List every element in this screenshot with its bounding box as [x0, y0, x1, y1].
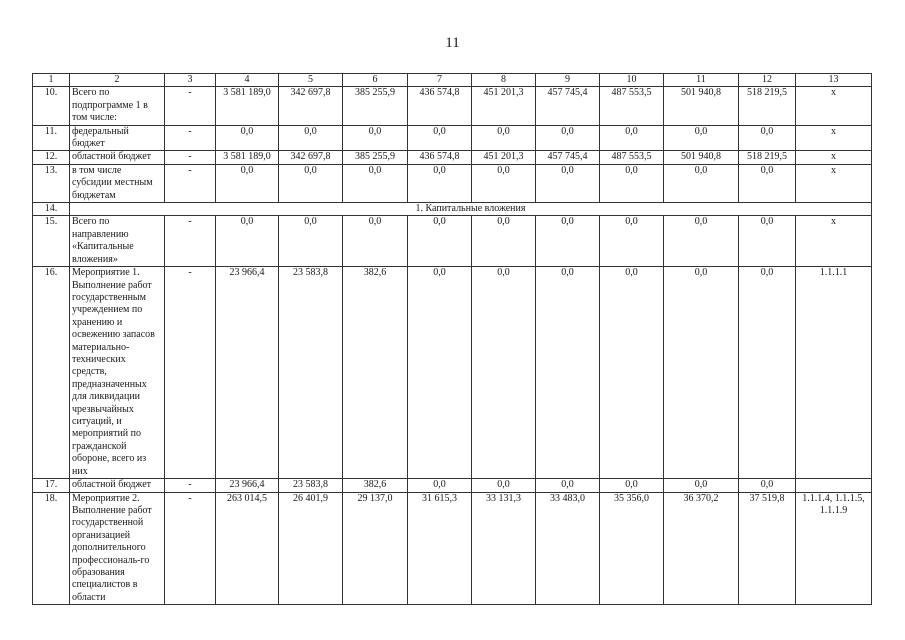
header-cell: 10 — [600, 74, 664, 87]
table-row — [33, 87, 872, 125]
value-cell: 0,0 — [600, 479, 664, 492]
row-number-cell: 16. — [33, 267, 70, 479]
indicator-code-cell: х — [796, 151, 872, 164]
value-cell: 0,0 — [472, 479, 536, 492]
value-cell: 0,0 — [739, 125, 796, 151]
value-cell: 36 370,2 — [664, 492, 739, 605]
value-cell: 0,0 — [343, 164, 408, 202]
budget-table — [32, 73, 872, 605]
value-cell: 342 697,8 — [279, 87, 343, 125]
row-number-cell: 13. — [33, 164, 70, 202]
value-cell: 0,0 — [279, 125, 343, 151]
row-name-cell: областной бюджет — [70, 479, 165, 492]
value-cell: 385 255,9 — [343, 151, 408, 164]
value-cell: 0,0 — [536, 267, 600, 479]
table-row — [33, 492, 872, 605]
value-cell: 451 201,3 — [472, 87, 536, 125]
value-cell: 0,0 — [408, 479, 472, 492]
header-cell: 8 — [472, 74, 536, 87]
value-cell: 501 940,8 — [664, 151, 739, 164]
value-cell: 0,0 — [536, 164, 600, 202]
value-cell: 0,0 — [600, 164, 664, 202]
row-name-cell: Мероприятие 2. Выполнение работ государственной организацией дополнительного профессиональ-го образования специалистов в области — [70, 492, 165, 605]
indicator-code-cell: 1.1.1.1 — [796, 267, 872, 479]
table-row — [33, 479, 872, 492]
indicator-code-cell — [796, 479, 872, 492]
header-row — [33, 74, 872, 87]
value-cell: 0,0 — [739, 267, 796, 479]
row-number-cell: 17. — [33, 479, 70, 492]
value-cell: 382,6 — [343, 479, 408, 492]
indicator-code-cell: х — [796, 87, 872, 125]
value-cell: 0,0 — [216, 125, 279, 151]
value-cell: 436 574,8 — [408, 151, 472, 164]
header-cell: 3 — [165, 74, 216, 87]
value-cell: 0,0 — [664, 216, 739, 267]
column-3-cell: - — [165, 492, 216, 605]
page-number: 11 — [445, 35, 460, 51]
table-row — [33, 151, 872, 164]
value-cell: 35 356,0 — [600, 492, 664, 605]
table-row — [33, 267, 872, 479]
header-cell: 1 — [33, 74, 70, 87]
value-cell: 457 745,4 — [536, 151, 600, 164]
table-row — [33, 125, 872, 151]
section-title-cell: 1. Капитальные вложения — [70, 203, 872, 216]
row-name-cell: Всего по направлению «Капитальные вложения» — [70, 216, 165, 267]
value-cell: 31 615,3 — [408, 492, 472, 605]
row-number-cell: 15. — [33, 216, 70, 267]
value-cell: 29 137,0 — [343, 492, 408, 605]
value-cell: 33 131,3 — [472, 492, 536, 605]
value-cell: 23 583,8 — [279, 267, 343, 479]
column-3-cell: - — [165, 216, 216, 267]
value-cell: 0,0 — [600, 125, 664, 151]
row-number-cell: 12. — [33, 151, 70, 164]
value-cell: 487 553,5 — [600, 87, 664, 125]
column-3-cell: - — [165, 164, 216, 202]
column-3-cell: - — [165, 267, 216, 479]
value-cell: 342 697,8 — [279, 151, 343, 164]
row-name-cell: Мероприятие 1. Выполнение работ государственным учреждением по хранению и освежению запасов материально-технических средств, предназначенных для ликвидации чрезвычайных ситуаций, и мероприятий по гражданской обороне, всего из них — [70, 267, 165, 479]
value-cell: 0,0 — [216, 164, 279, 202]
value-cell: 0,0 — [536, 216, 600, 267]
value-cell: 23 583,8 — [279, 479, 343, 492]
value-cell: 518 219,5 — [739, 87, 796, 125]
value-cell: 0,0 — [472, 216, 536, 267]
value-cell: 0,0 — [664, 125, 739, 151]
value-cell: 487 553,5 — [600, 151, 664, 164]
value-cell: 518 219,5 — [739, 151, 796, 164]
row-number-cell: 10. — [33, 87, 70, 125]
value-cell: 0,0 — [664, 479, 739, 492]
header-cell: 13 — [796, 74, 872, 87]
value-cell: 382,6 — [343, 267, 408, 479]
header-cell: 12 — [739, 74, 796, 87]
value-cell: 0,0 — [472, 267, 536, 479]
value-cell: 0,0 — [536, 479, 600, 492]
value-cell: 0,0 — [739, 164, 796, 202]
value-cell: 0,0 — [279, 216, 343, 267]
value-cell: 0,0 — [472, 164, 536, 202]
value-cell: 501 940,8 — [664, 87, 739, 125]
value-cell: 23 966,4 — [216, 267, 279, 479]
value-cell: 0,0 — [600, 267, 664, 479]
value-cell: 0,0 — [408, 164, 472, 202]
value-cell: 33 483,0 — [536, 492, 600, 605]
column-3-cell: - — [165, 479, 216, 492]
value-cell: 0,0 — [739, 479, 796, 492]
value-cell: 451 201,3 — [472, 151, 536, 164]
value-cell: 0,0 — [536, 125, 600, 151]
indicator-code-cell: х — [796, 125, 872, 151]
value-cell: 0,0 — [739, 216, 796, 267]
value-cell: 0,0 — [279, 164, 343, 202]
indicator-code-cell: 1.1.1.4, 1.1.1.5, 1.1.1.9 — [796, 492, 872, 605]
value-cell: 3 581 189,0 — [216, 87, 279, 125]
section-row — [33, 203, 872, 216]
header-cell: 5 — [279, 74, 343, 87]
row-name-cell: областной бюджет — [70, 151, 165, 164]
value-cell: 0,0 — [343, 216, 408, 267]
column-3-cell: - — [165, 87, 216, 125]
value-cell: 3 581 189,0 — [216, 151, 279, 164]
table-row — [33, 164, 872, 202]
column-3-cell: - — [165, 151, 216, 164]
value-cell: 263 014,5 — [216, 492, 279, 605]
value-cell: 0,0 — [472, 125, 536, 151]
header-cell: 4 — [216, 74, 279, 87]
value-cell: 0,0 — [408, 125, 472, 151]
indicator-code-cell: х — [796, 216, 872, 267]
table-row — [33, 216, 872, 267]
header-cell: 11 — [664, 74, 739, 87]
value-cell: 385 255,9 — [343, 87, 408, 125]
value-cell: 26 401,9 — [279, 492, 343, 605]
value-cell: 0,0 — [664, 164, 739, 202]
indicator-code-cell: х — [796, 164, 872, 202]
value-cell: 457 745,4 — [536, 87, 600, 125]
row-name-cell: Всего по подпрограмме 1 в том числе: — [70, 87, 165, 125]
row-number-cell: 14. — [33, 203, 70, 216]
value-cell: 0,0 — [343, 125, 408, 151]
value-cell: 0,0 — [408, 267, 472, 479]
row-name-cell: федеральный бюджет — [70, 125, 165, 151]
value-cell: 0,0 — [216, 216, 279, 267]
value-cell: 0,0 — [408, 216, 472, 267]
value-cell: 0,0 — [664, 267, 739, 479]
header-cell: 9 — [536, 74, 600, 87]
row-number-cell: 11. — [33, 125, 70, 151]
header-cell: 2 — [70, 74, 165, 87]
column-3-cell: - — [165, 125, 216, 151]
value-cell: 436 574,8 — [408, 87, 472, 125]
header-cell: 6 — [343, 74, 408, 87]
value-cell: 37 519,8 — [739, 492, 796, 605]
value-cell: 23 966,4 — [216, 479, 279, 492]
row-number-cell: 18. — [33, 492, 70, 605]
value-cell: 0,0 — [600, 216, 664, 267]
row-name-cell: в том числе субсидии местным бюджетам — [70, 164, 165, 202]
header-cell: 7 — [408, 74, 472, 87]
